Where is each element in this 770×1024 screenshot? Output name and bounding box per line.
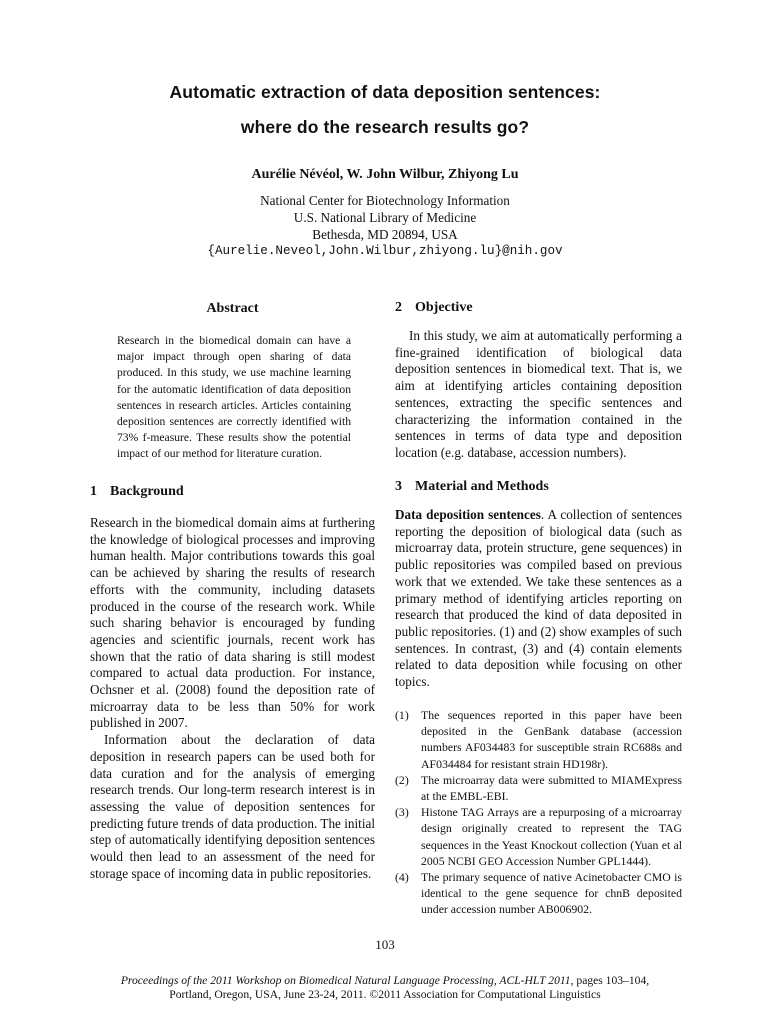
paper-title-line-1: Automatic extraction of data deposition sentences: [169, 82, 601, 102]
background-section-number: 1 [90, 484, 97, 499]
example-number: (3) [395, 805, 409, 820]
objective-paragraph: In this study, we aim at automatically performing a fine-grained identification of biological data deposition sentences in biomedical text. That is, we aim at identifying articles containing deposition sentences, extracting the specific sentences and characterizing the information contained in the sentences in terms of data type and deposition location (e.g. database, accession numbers). [395, 328, 682, 460]
background-heading [90, 484, 375, 500]
objective-section-number: 2 [395, 300, 402, 315]
footer-line-1 [0, 974, 770, 988]
abstract-heading: Abstract [206, 301, 259, 316]
affiliation-line-3: Bethesda, MD 20894, USA [312, 227, 458, 242]
example-item [395, 869, 682, 918]
footer-pages: , pages 103–104, [570, 974, 650, 987]
background-section [90, 515, 375, 882]
paper-title-line-2: where do the research results go? [240, 117, 530, 137]
example-number: (1) [395, 708, 409, 722]
methods-section-title: Material and Methods [415, 479, 549, 494]
example-item [395, 772, 682, 804]
objective-heading [395, 300, 682, 316]
background-paragraph-2: Information about the declaration of data deposition in research papers can be used both for data curation and for the analysis of emerging research trends. Our long-term research interest is in assessing the value of deposition sentences for predicting future trends of data production. The initial step of automatically identifying deposition sentences would then lead to an assessment of the need for storage space of incoming data in public repositories. [90, 732, 375, 881]
example-sentences [395, 707, 682, 918]
methods-paragraph [395, 507, 682, 691]
author-list: Aurélie Névéol, W. John Wilbur, Zhiyong Lu [251, 167, 519, 182]
methods-section-number: 3 [395, 479, 402, 494]
example-text: The sequences reported in this paper have been deposited in the GenBank database (accession numbers AF034483 for susceptible strain RC688s and AF034484 for resistant strain HD198r). [421, 708, 682, 771]
background-paragraph-1: Research in the biomedical domain aims at furthering the knowledge of biological processes and improving human health. Major contributions towards this goal can be achieved by sharing the results of research efforts with the community, including datasets produced in the course of the research work. While such sharing behavior is encouraged by funding agencies and scientific journals, recent work has shown that the ratio of data sharing is still modest compared to actual data production. For instance, Ochsner et al. (2008) found the deposition rate of microarray data to be less than 50% for work published in 2007. [90, 515, 375, 731]
example-number: (4) [395, 870, 409, 885]
footer-proceedings-title: Proceedings of the 2011 Workshop on Biomedical Natural Language Processing, ACL-HLT 2011 [120, 974, 571, 987]
author-emails: {Aurelie.Neveol,John.Wilbur,zhiyong.lu}@nih.gov [207, 244, 563, 258]
affiliation-line-2: U.S. National Library of Medicine [293, 210, 477, 225]
methods-paragraph-text: . A collection of sentences reporting the deposition of biological data (such as microarray data, protein structure, gene sequences) in public repositories was compiled based on previous work that we extended. We take these sentences as a primary method of identifying articles reporting on research that produced the kind of data deposited in public repositories. (1) and (2) show examples of such sentences. In contrast, (3) and (4) contain elements related to data deposition while focusing on other topics. [395, 507, 682, 690]
example-number: (2) [395, 772, 409, 787]
affiliation-line-1: National Center for Biotechnology Information [260, 193, 510, 208]
example-text: The microarray data were submitted to MIAMExpress at the EMBL-EBI. [421, 772, 682, 804]
methods-lead-phrase: Data deposition sentences [395, 507, 541, 522]
example-item [395, 707, 682, 772]
methods-section [395, 507, 682, 691]
proceedings-footer [0, 974, 770, 1002]
example-text: The primary sequence of native Acinetobacter CMO is identical to the gene sequence for chnB deposited under accession number AB006902. [421, 870, 682, 917]
methods-heading [395, 479, 682, 495]
objective-section-title: Objective [415, 300, 473, 315]
page-number: 103 [375, 937, 395, 952]
background-section-title: Background [110, 484, 184, 499]
abstract-text: Research in the biomedical domain can have a major impact through open sharing of data produced. In this study, we use machine learning for the automatic identification of data deposition sentences in research articles. Articles containing deposition sentences are correctly identified with 73% f-measure. These results show the potential impact of our method for literature curation. [117, 334, 351, 461]
example-text: Histone TAG Arrays are a repurposing of a microarray design originally created to represent the TAG sequences in the Yeast Knockout collection (Yuan et al 2005 NCBI GEO Accession Number GPL1444). [421, 805, 682, 868]
example-item [395, 804, 682, 869]
objective-section [395, 328, 682, 462]
footer-line-2: Portland, Oregon, USA, June 23-24, 2011. ©2011 Association for Computational Linguistics [169, 988, 601, 1001]
